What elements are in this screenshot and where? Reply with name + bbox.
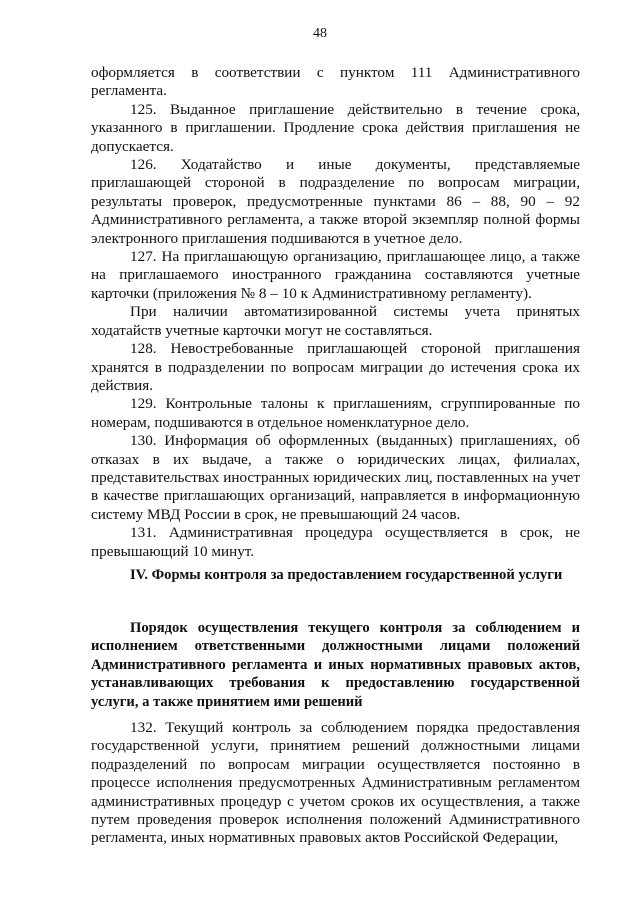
paragraph-131: 131. Административная процедура осуществляется в срок, не превышающий 10 минут. [91,524,580,560]
subsection-heading: Порядок осуществления текущего контроля за соблюдением и исполнением ответственными должностными лицами положений Административного регламента и иных нормативных правовых актов, устанавливающих требования к предоставлению государственной услуги, а также принятием ими решений [91,620,580,710]
paragraph-126: 126. Ходатайство и иные документы, представляемые приглашающей стороной в подразделение по вопросам миграции, результаты проверок, предусмотренные пунктами 86 – 88, 90 – 92 Административного регламента, а также второй экземпляр полной формы электронного приглашения подшиваются в учетное дело. [91,156,580,247]
section-heading [91,566,580,584]
paragraph-128: 128. Невостребованные приглашающей стороной приглашения хранятся в подразделении по вопросам миграции до истечения срока их действия. [91,340,580,394]
body-text-lower [91,719,580,848]
paragraph-127: 127. На приглашающую организацию, приглашающее лицо, а также на приглашаемого иностранного гражданина составляются учетные карточки (приложения № 8 – 10 к Административному регламенту). [91,248,580,302]
paragraph-130: 130. Информация об оформленных (выданных) приглашениях, об отказах в их выдаче, а также о юридических лицах, филиалах, представительствах иностранных юридических лиц, поставленных на учет в качестве приглашающих организаций, направляется в информационную систему МВД России в срок, не превышающий 24 часов. [91,432,580,523]
paragraph-129: 129. Контрольные талоны к приглашениям, сгруппированные по номерам, подшиваются в отдельное номенклатурное дело. [91,395,580,431]
paragraph-continuation: оформляется в соответствии с пунктом 111 Административного регламента. [91,64,580,100]
paragraph-125: 125. Выданное приглашение действительно в течение срока, указанного в приглашении. Продление срока действия приглашения не допускается. [91,100,580,155]
page-number: 48 [313,26,327,41]
body-text-upper [91,64,580,561]
section-title: IV. Формы контроля за предоставлением государственной услуги [130,567,563,583]
paragraph-127-note: При наличии автоматизированной системы учета принятых ходатайств учетные карточки могут не составляться. [91,303,580,339]
paragraph-132: 132. Текущий контроль за соблюдением порядка предоставления государственной услуги, принятием решений должностными лицами подразделений по вопросам миграции осуществляется постоянно в процессе исполнения предусмотренных Административным регламентом административных процедур с учетом сроков их осуществления, а также путем проведения проверок исполнения положений Административного регламента, иных нормативных правовых актов Российской Федерации, [91,719,580,847]
